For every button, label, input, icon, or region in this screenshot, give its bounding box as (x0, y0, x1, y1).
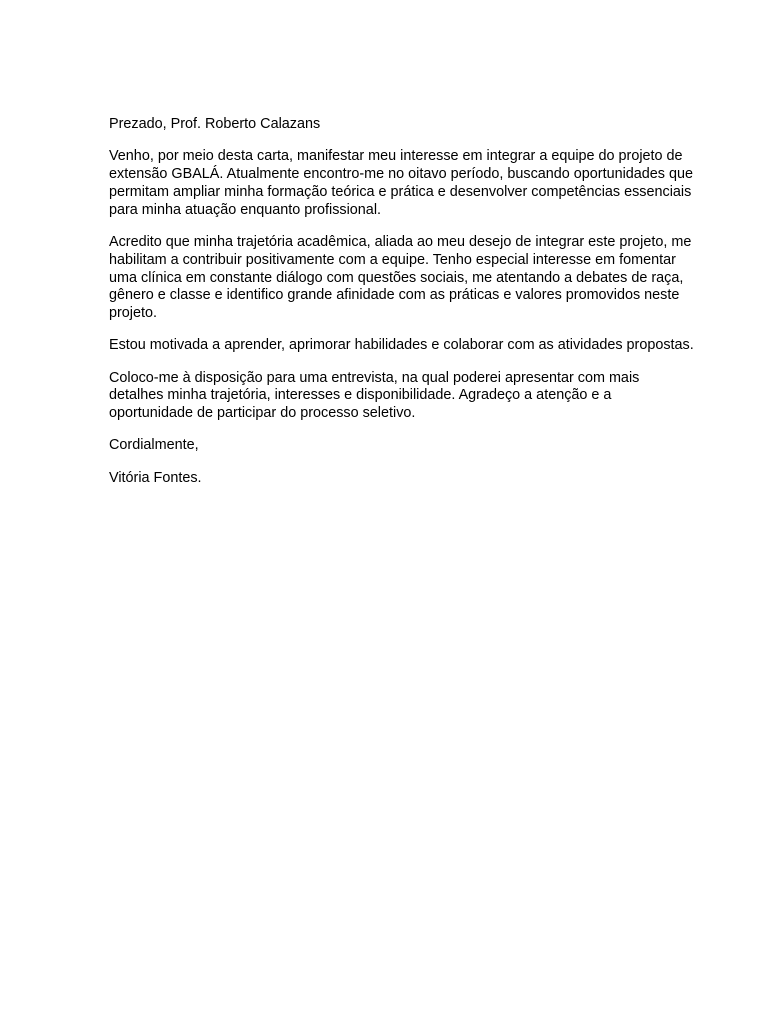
letter-paragraph-interest: Venho, por meio desta carta, manifestar meu interesse em integrar a equipe do projeto de extensão GBALÁ. Atualmente encontro-me no oitavo período, buscando oportunidades que permitam ampliar minha formação teórica e prática e desenvolver competências essenciais para minha atuação enquanto profissional. (109, 148, 694, 218)
letter-paragraph-motivation: Estou motivada a aprender, aprimorar habilidades e colaborar com as atividades propostas. (109, 337, 694, 354)
letter-paragraph-trajectory: Acredito que minha trajetória acadêmica, aliada ao meu desejo de integrar este projeto, me habilitam a contribuir positivamente com a equipe. Tenho especial interesse em fomentar uma clínica em constante diálogo com questões sociais, me atentando a debates de raça, gênero e classe e identifico grande afinidade com as práticas e valores promovidos neste projeto. (109, 233, 692, 322)
letter-closing: Cordialmente, (109, 437, 199, 454)
letter-body (109, 116, 694, 502)
letter-salutation: Prezado, Prof. Roberto Calazans (109, 116, 321, 132)
letter-signature: Vitória Fontes. (109, 469, 202, 486)
letter-paragraph-availability: Coloco-me à disposição para uma entrevista, na qual poderei apresentar com mais detalhes minha trajetória, interesses e disponibilidade. Agradeço a atenção e a oportunidade de participar do processo seletivo. (109, 369, 640, 422)
